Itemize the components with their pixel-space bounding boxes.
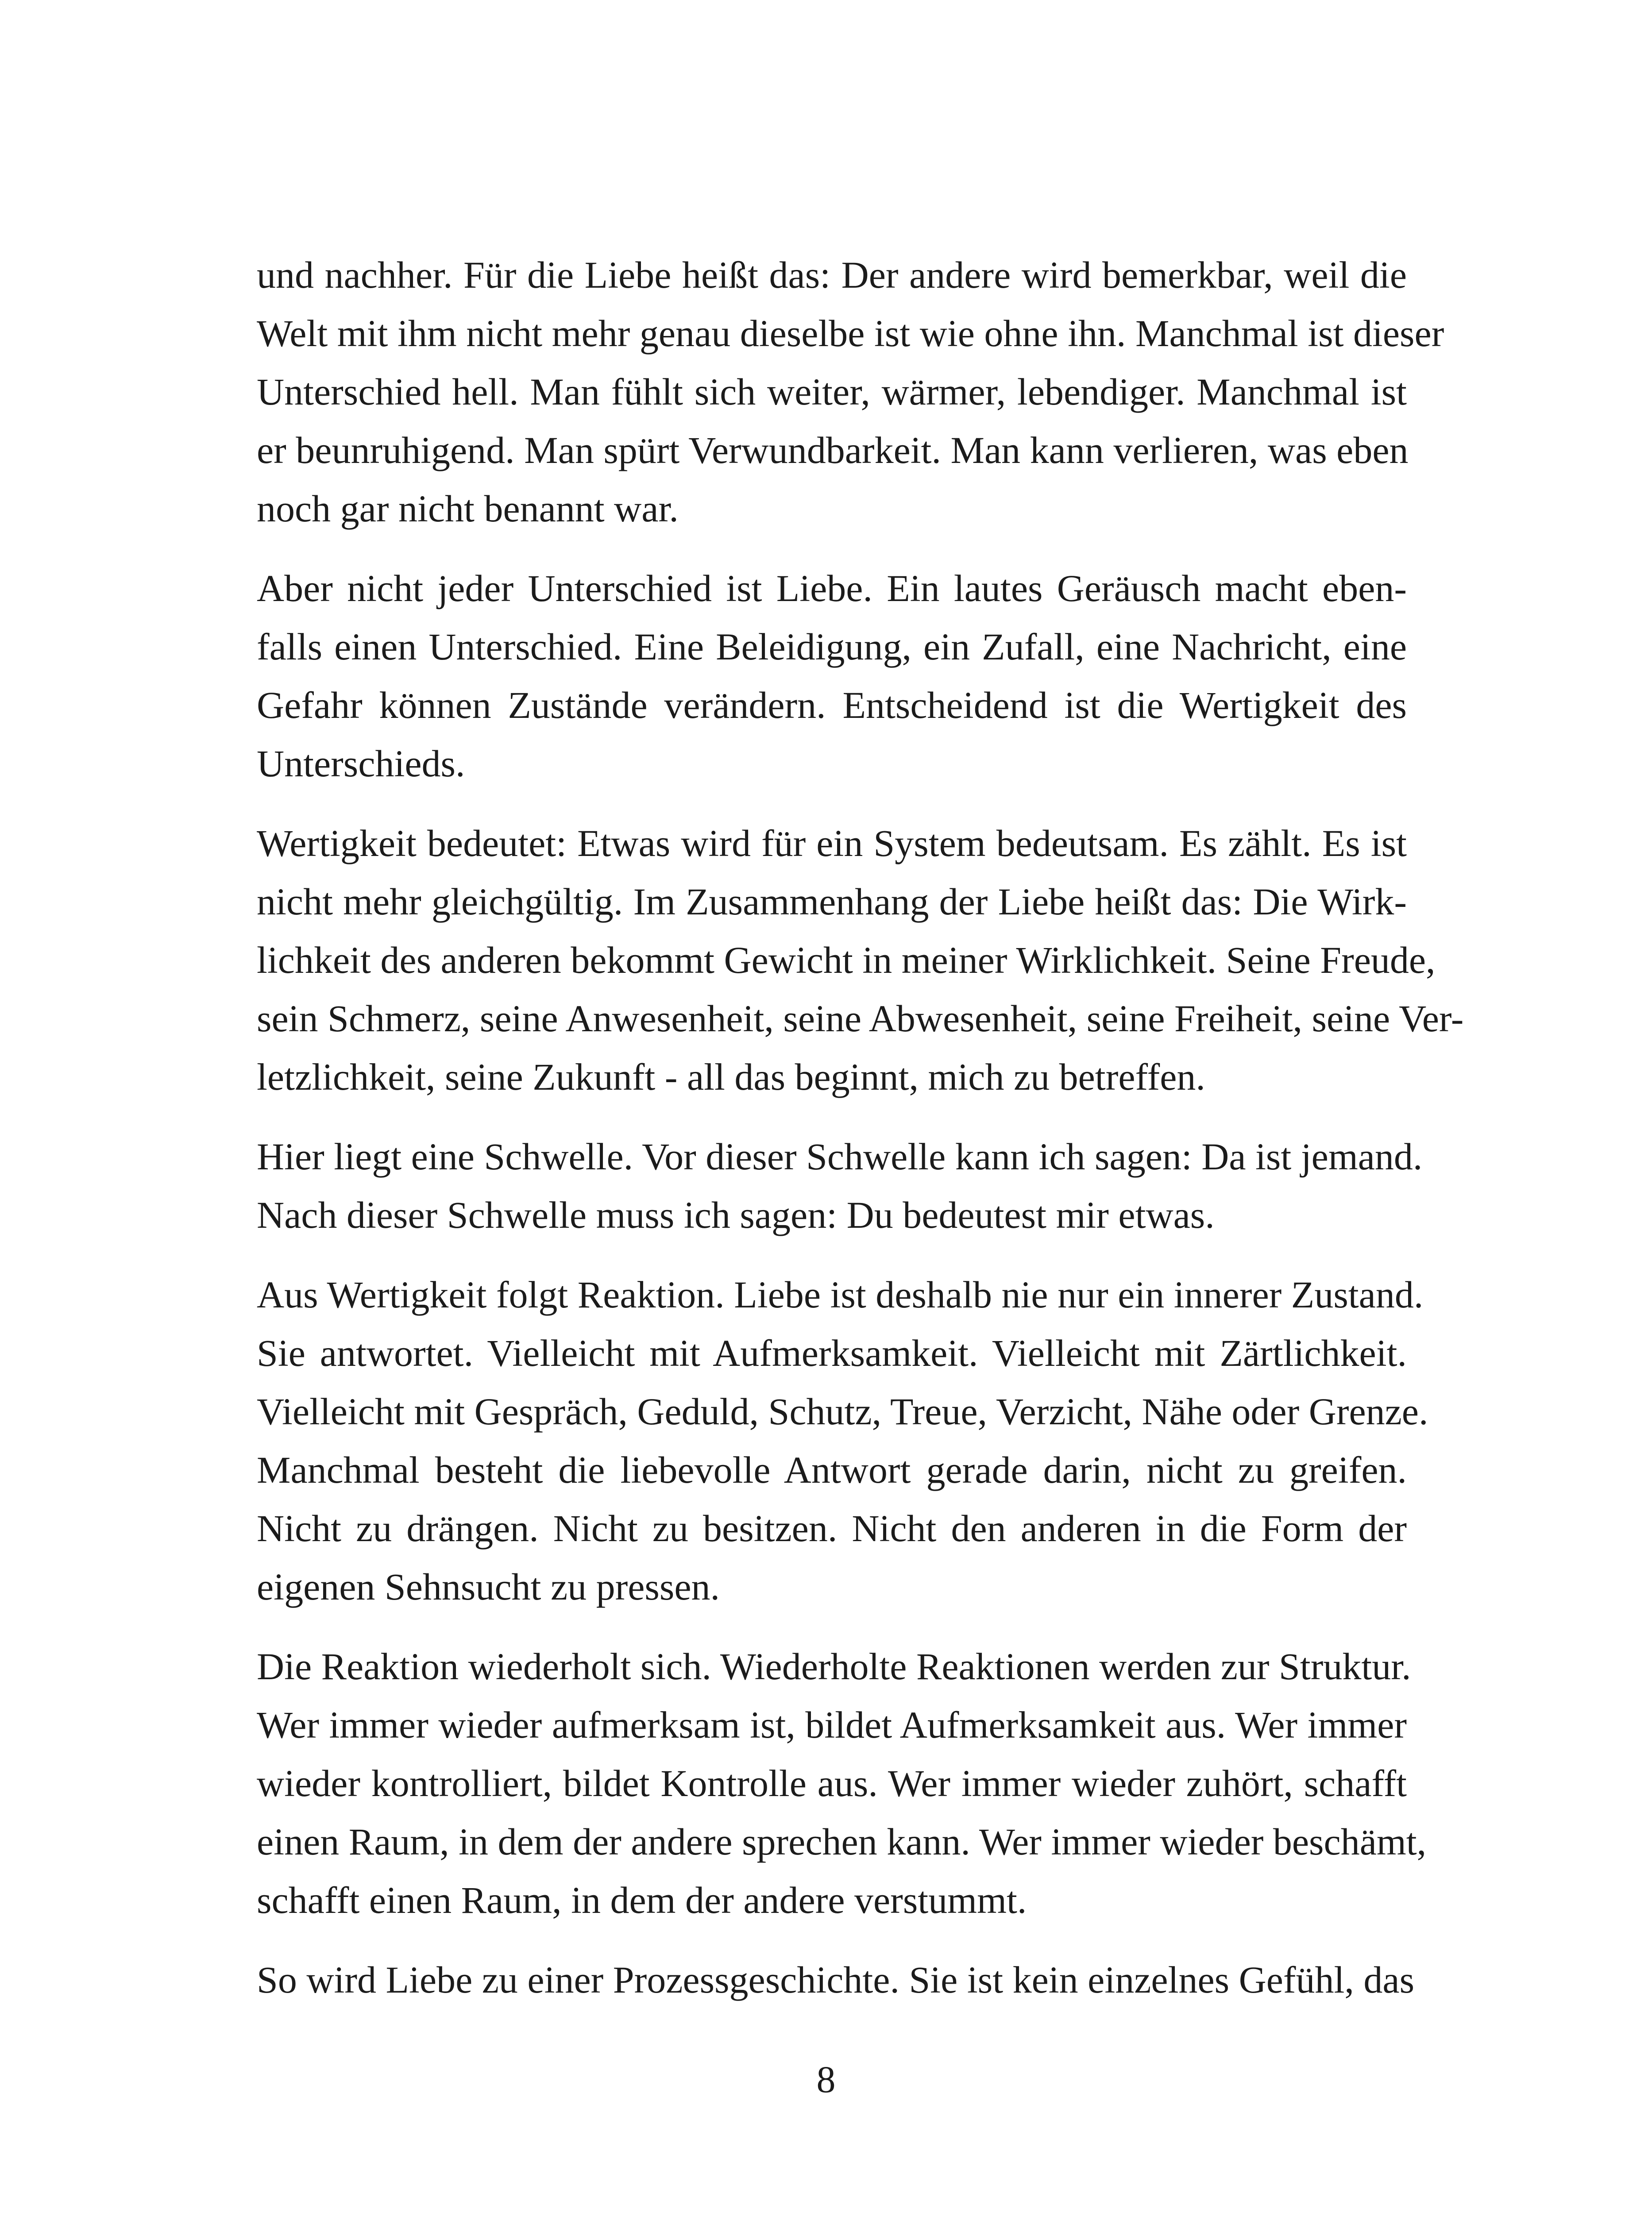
text-line: wieder kontrolliert, bildet Kontrolle aus. Wer immer wieder zuhört, schafft (257, 1762, 1407, 1804)
text-line: nicht mehr gleichgültig. Im Zusammenhang der Liebe heißt das: Die Wirk- (257, 880, 1407, 923)
text-line: Unterschied hell. Man fühlt sich weiter, wärmer, lebendiger. Manchmal ist (257, 370, 1407, 413)
paragraph (257, 246, 1444, 538)
page-number: 8 (816, 2058, 836, 2101)
paragraph (257, 1951, 1415, 2009)
text-line: Nicht zu drängen. Nicht zu besitzen. Nicht den anderen in die Form der (257, 1507, 1407, 1550)
paragraph (257, 1637, 1427, 1929)
text-line: Die Reaktion wiederholt sich. Wiederholte Reaktionen werden zur Struktur. (257, 1645, 1411, 1688)
text-line: Manchmal besteht die liebevolle Antwort gerade darin, nicht zu greifen. (257, 1449, 1407, 1491)
text-line: einen Raum, in dem der andere sprechen kann. Wer immer wieder beschämt, (257, 1820, 1427, 1863)
text-line: und nachher. Für die Liebe heißt das: Der andere wird bemerkbar, weil die (257, 254, 1407, 296)
text-line: sein Schmerz, seine Anwesenheit, seine Abwesenheit, seine Freiheit, seine Ver- (257, 997, 1464, 1040)
text-line: falls einen Unterschied. Eine Beleidigung, ein Zufall, eine Nachricht, eine (257, 625, 1407, 668)
text-line: noch gar nicht benannt war. (257, 487, 679, 530)
text-line: Unterschieds. (257, 742, 465, 785)
text-line: Nach dieser Schwelle muss ich sagen: Du bedeutest mir etwas. (257, 1194, 1215, 1236)
text-line: eigenen Sehnsucht zu pressen. (257, 1565, 720, 1608)
text-line: Sie antwortet. Vielleicht mit Aufmerksamkeit. Vielleicht mit Zärtlichkeit. (257, 1332, 1407, 1374)
text-line: Wer immer wieder aufmerksam ist, bildet Aufmerksamkeit aus. Wer immer (257, 1704, 1407, 1746)
text-line: lichkeit des anderen bekommt Gewicht in meiner Wirklichkeit. Seine Freude, (257, 939, 1436, 981)
paragraph (257, 814, 1464, 1106)
text-line: Aus Wertigkeit folgt Reaktion. Liebe ist deshalb nie nur ein innerer Zustand. (257, 1273, 1424, 1316)
text-line: Welt mit ihm nicht mehr genau dieselbe ist wie ohne ihn. Manchmal ist dieser (257, 312, 1444, 355)
body-text (257, 246, 1464, 2009)
text-line: Aber nicht jeder Unterschied ist Liebe. Ein lautes Geräusch macht eben- (257, 567, 1407, 609)
text-line: schafft einen Raum, in dem der andere verstummt. (257, 1879, 1027, 1921)
paragraph (257, 559, 1407, 793)
text-line: Hier liegt eine Schwelle. Vor dieser Schwelle kann ich sagen: Da ist jemand. (257, 1135, 1423, 1178)
text-line: Gefahr können Zustände verändern. Entscheidend ist die Wertigkeit des (257, 684, 1407, 726)
text-line: er beunruhigend. Man spürt Verwundbarkeit. Man kann verlieren, was eben (257, 429, 1409, 471)
paragraph (257, 1265, 1428, 1616)
text-line: Wertigkeit bedeutet: Etwas wird für ein System bedeutsam. Es zählt. Es ist (257, 822, 1407, 864)
paragraph (257, 1127, 1423, 1244)
text-line: letzlichkeit, seine Zukunft - all das beginnt, mich zu betreffen. (257, 1056, 1205, 1098)
text-line: Vielleicht mit Gespräch, Geduld, Schutz, Treue, Verzicht, Nähe oder Grenze. (257, 1390, 1428, 1433)
text-line: So wird Liebe zu einer Prozessgeschichte. Sie ist kein einzelnes Gefühl, das (257, 1959, 1415, 2001)
